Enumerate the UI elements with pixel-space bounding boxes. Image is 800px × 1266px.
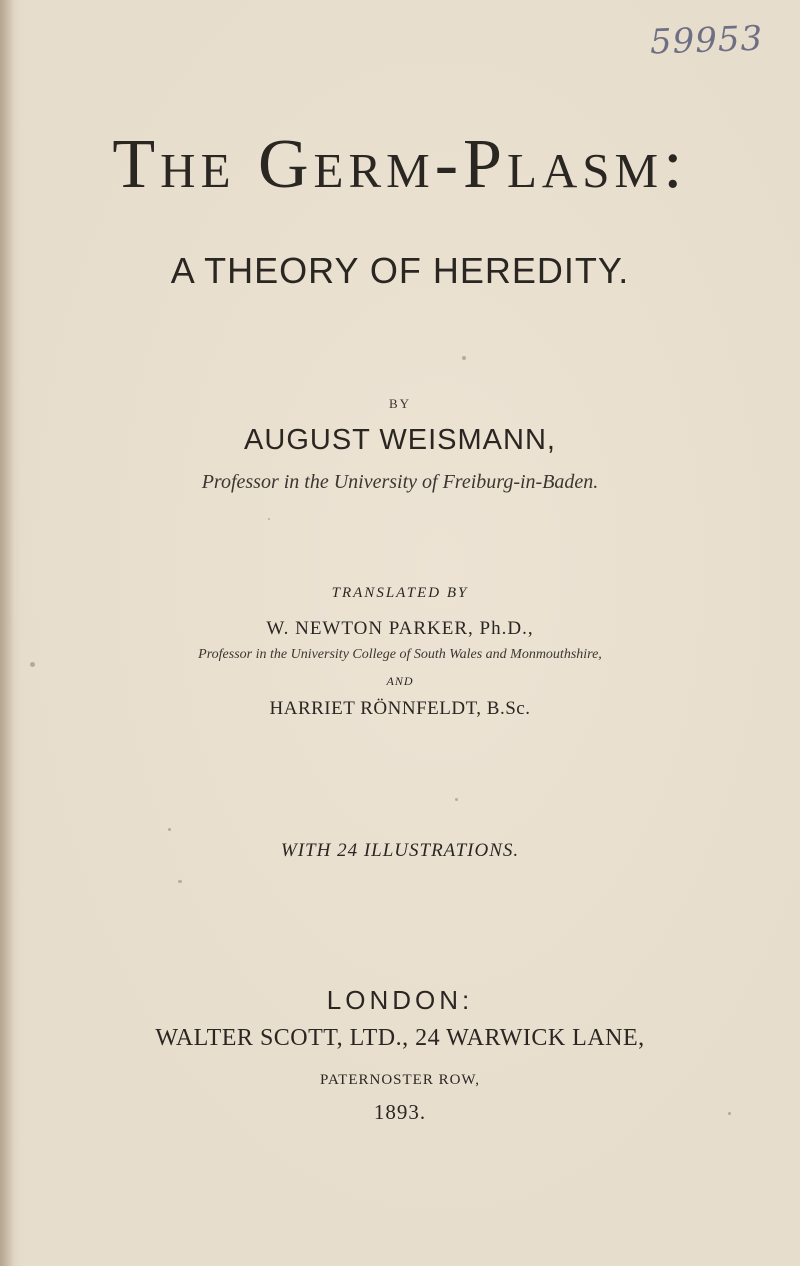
paper-speck [268,518,270,520]
imprint-street: PATERNOSTER ROW, [320,1072,480,1088]
paper-speck [455,798,458,801]
paper-speck [178,880,182,883]
imprint-city: LONDON: [326,985,474,1015]
paper-speck [30,662,35,667]
imprint-publisher: WALTER SCOTT, LTD., 24 WARWICK LANE, [155,1025,645,1051]
by-label: BY [388,396,412,411]
paper-speck [462,356,466,360]
handwritten-shelfmark: 59953 [649,18,764,63]
paper-speck [168,828,171,831]
translated-by-label: TRANSLATED BY [331,585,469,601]
author-affiliation: Professor in the University of Freiburg-in-Baden. [201,471,599,493]
book-subtitle: A THEORY OF HEREDITY. [170,250,630,291]
author-name: AUGUST WEISMANN, [244,424,556,456]
translator-affiliation-parker: Professor in the University College of South Wales and Monmouthshire, [198,647,602,662]
and-label: AND [386,674,414,688]
paper-speck [728,1112,731,1115]
book-title: The Germ-Plasm: [112,126,688,203]
translator-name-parker: W. NEWTON PARKER, Ph.D., [266,618,534,639]
imprint-year: 1893. [373,1100,427,1124]
translator-name-ronnfeldt: HARRIET RÖNNFELDT, B.Sc. [269,698,531,719]
illustrations-note: WITH 24 ILLUSTRATIONS. [280,840,520,861]
